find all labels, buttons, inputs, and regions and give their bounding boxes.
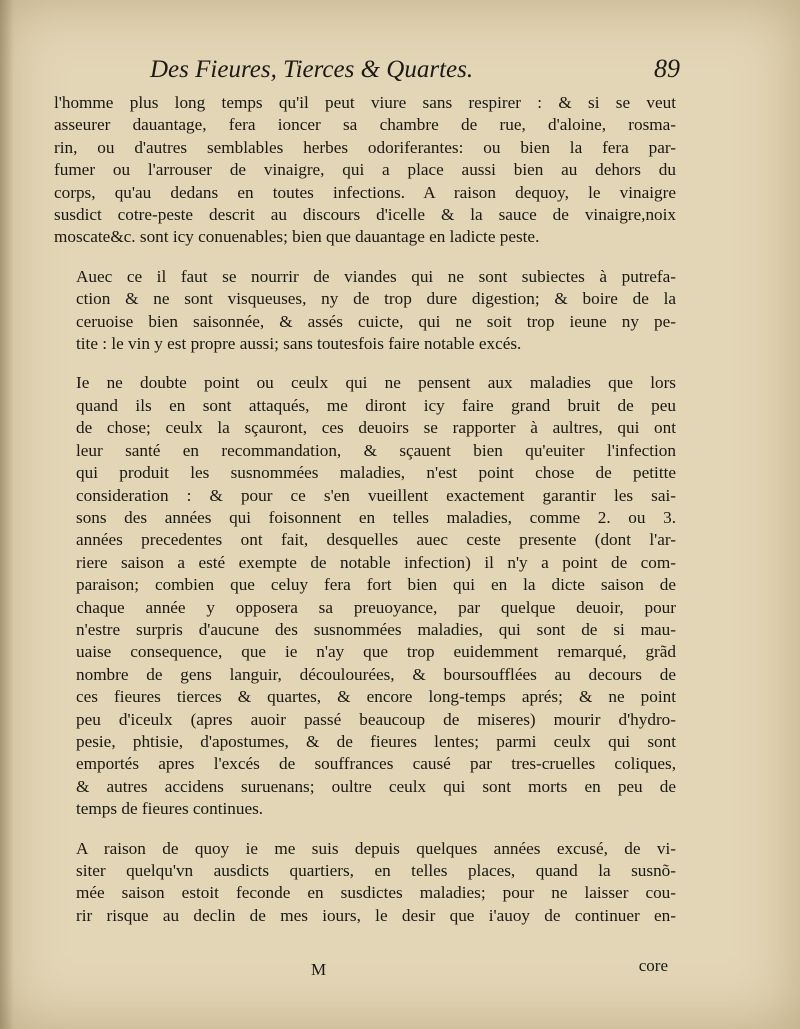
text-line: rir risque au declin de mes iours, le desir que i'auoy de continuer en- <box>76 905 676 925</box>
running-title: Des Fieures, Tierces & Quartes. <box>150 56 474 83</box>
text-line: ces fieures tierces & quartes, & encore long-temps aprés; & ne point <box>76 687 676 707</box>
text-line: susdict cotre-peste descrit au discours d'icelle & la sauce de vinaigre,noix <box>54 205 676 225</box>
text-line: ceruoise bien saisonnée, & assés cuicte, qui ne soit trop ieune ny pe- <box>76 311 676 331</box>
text-line: nombre de gens languir, découlourées, & boursoufflées au decours de <box>76 664 676 684</box>
text-line: Ie ne doubte point ou ceulx qui ne pensent aux maladies que lors <box>76 373 676 393</box>
text-line: riere saison a esté exempte de notable infection) il n'y a point de com- <box>76 552 676 572</box>
signature-mark: M <box>311 960 327 979</box>
catchword: core <box>638 956 668 975</box>
text-line: ction & ne sont visqueuses, ny de trop dure digestion; & boire de la <box>76 289 676 309</box>
text-line: & autres accidens suruenans; oultre ceulx qui sont morts en peu de <box>76 776 676 796</box>
text-line: tite : le vin y est propre aussi; sans toutesfois faire notable excés. <box>76 334 522 354</box>
text-line: temps de fieures continues. <box>76 799 264 819</box>
text-line: asseurer dauantage, fera ioncer sa chambre de rue, d'aloine, rosma- <box>54 115 676 135</box>
text-line: uaise consequence, que ie n'ay que trop euidemment remarqué, grãd <box>76 642 676 662</box>
text-line: chaque année y opposera sa preuoyance, par quelque deuoir, pour <box>76 597 676 617</box>
text-line: pesie, phtisie, d'apostumes, & de fieures lentes; parmi ceulx qui sont <box>76 731 676 751</box>
text-line: de chose; ceulx la sçauront, ces deuoirs se rapporter à aultres, qui ont <box>76 418 676 438</box>
page-footer <box>54 956 676 984</box>
text-line: mée saison estoit feconde en susdictes maladies; pour ne laisser cou- <box>76 883 676 903</box>
text-line: emportés apres l'excés de souffrances causé par tres-cruelles coliques, <box>76 754 676 774</box>
text-line: Auec ce il faut se nourrir de viandes qui ne sont subiectes à putrefa- <box>76 266 676 286</box>
text-line: A raison de quoy ie me suis depuis quelques années excusé, de vi- <box>76 838 676 858</box>
paragraph-4 <box>54 838 676 928</box>
text-line: quand ils en sont attaqués, me diront icy faire grand bruit de peu <box>76 395 676 415</box>
text-line: paraison; combien que celuy fera fort bien qui en la dicte saison de <box>76 575 676 595</box>
page-header <box>150 56 690 90</box>
body-text <box>54 92 676 927</box>
text-line: rin, ou d'autres semblables herbes odoriferantes: ou bien la fera par- <box>54 137 676 157</box>
text-line: corps, qu'au dedans en toutes infections. A raison dequoy, le vinaigre <box>54 182 676 202</box>
text-line: moscate&c. sont icy conuenables; bien que dauantage en ladicte peste. <box>54 227 540 247</box>
text-line: fumer ou l'arrouser de vinaigre, qui a place aussi bien au dehors du <box>54 160 676 180</box>
text-line: sons des années qui foisonnent en telles maladies, comme 2. ou 3. <box>76 507 676 527</box>
text-line: leur santé en recommandation, & sçauent bien qu'euiter l'infection <box>76 440 676 460</box>
paragraph-1 <box>54 92 676 249</box>
text-line: qui produit les susnommées maladies, n'est point chose de petitte <box>76 463 676 483</box>
paragraph-3 <box>54 372 676 820</box>
paragraph-2 <box>54 266 676 356</box>
text-line: années precedentes ont fait, desquelles auec ceste presente (dont l'ar- <box>76 530 676 550</box>
page-number: 89 <box>654 54 680 83</box>
text-line: l'homme plus long temps qu'il peut viure sans respirer : & si se veut <box>54 93 676 112</box>
text-line: n'estre surpris d'aucune des susnommées maladies, qui sont de si mau- <box>76 619 676 639</box>
text-line: siter quelqu'vn ausdicts quartiers, en telles places, quand la susnõ- <box>76 861 676 880</box>
text-line: peu d'iceulx (apres auoir passé beaucoup de miseres) mourir d'hydro- <box>76 709 676 729</box>
text-line: consideration : & pour ce s'en vueillent exactement garantir les sai- <box>76 485 676 505</box>
